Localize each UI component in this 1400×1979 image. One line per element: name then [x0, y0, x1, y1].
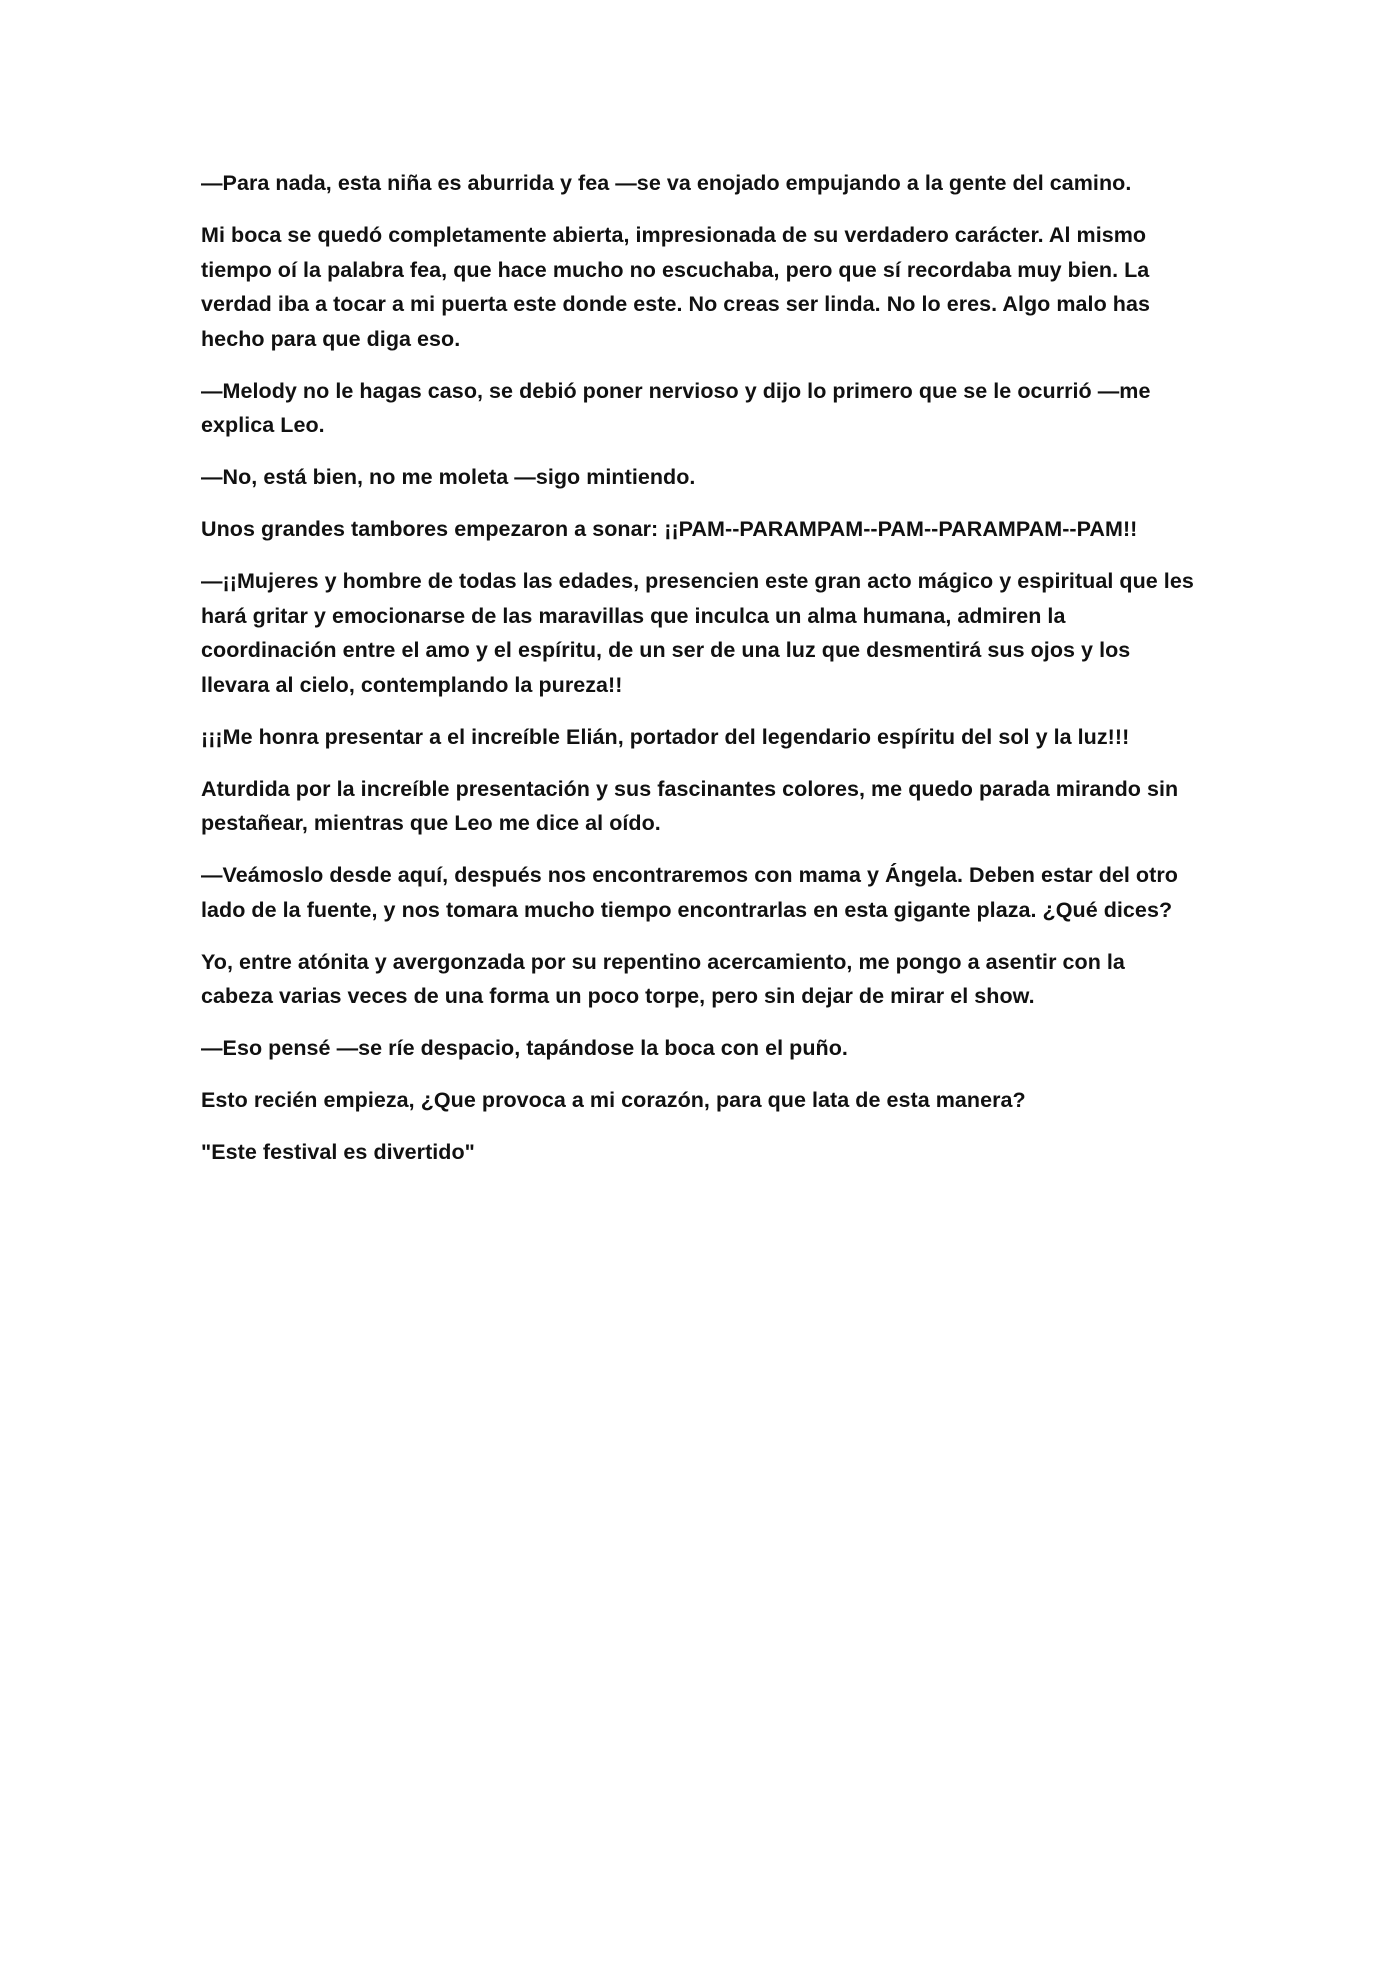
paragraph: —¡¡Mujeres y hombre de todas las edades, presencien este gran acto mágico y espiritual que les hará gritar y emocionarse de las maravillas que inculca un alma humana, admiren la coordinación entre el amo y el espíritu, de un ser de una luz que desmentirá sus ojos y los llevara al cielo, contemplando la pureza!!	[201, 569, 1194, 697]
document-body	[201, 166, 1201, 1187]
paragraph: —Para nada, esta niña es aburrida y fea —se va enojado empujando a la gente del camino.	[201, 171, 1132, 195]
paragraph: Unos grandes tambores empezaron a sonar: ¡¡PAM--PARAMPAM--PAM--PARAMPAM--PAM!!	[201, 517, 1138, 541]
paragraph: Mi boca se quedó completamente abierta, impresionada de su verdadero carácter. Al mismo tiempo oí la palabra fea, que hace mucho no escuchaba, pero que sí recordaba muy bien. La verdad iba a tocar a mi puerta este donde este. No creas ser linda. No lo eres. Algo malo has hecho para que diga eso.	[201, 223, 1150, 351]
paragraph: —No, está bien, no me moleta —sigo mintiendo.	[201, 465, 696, 489]
paragraph: Yo, entre atónita y avergonzada por su repentino acercamiento, me pongo a asentir con la cabeza varias veces de una forma un poco torpe, pero sin dejar de mirar el show.	[201, 949, 1125, 1008]
paragraph: "Este festival es divertido"	[201, 1140, 475, 1164]
paragraph: Esto recién empieza, ¿Que provoca a mi corazón, para que lata de esta manera?	[201, 1088, 1026, 1112]
paragraph: —Veámoslo desde aquí, después nos encontraremos con mama y Ángela. Deben estar del otro lado de la fuente, y nos tomara mucho tiempo encontrarlas en esta gigante plaza. ¿Qué dices?	[201, 863, 1178, 922]
paragraph: Aturdida por la increíble presentación y sus fascinantes colores, me quedo parada mirando sin pestañear, mientras que Leo me dice al oído.	[201, 776, 1179, 835]
paragraph: ¡¡¡Me honra presentar a el increíble Elián, portador del legendario espíritu del sol y la luz!!!	[201, 724, 1130, 749]
paragraph: —Melody no le hagas caso, se debió poner nervioso y dijo lo primero que se le ocurrió —me explica Leo.	[201, 378, 1151, 437]
paragraph: —Eso pensé —se ríe despacio, tapándose la boca con el puño.	[201, 1036, 848, 1060]
